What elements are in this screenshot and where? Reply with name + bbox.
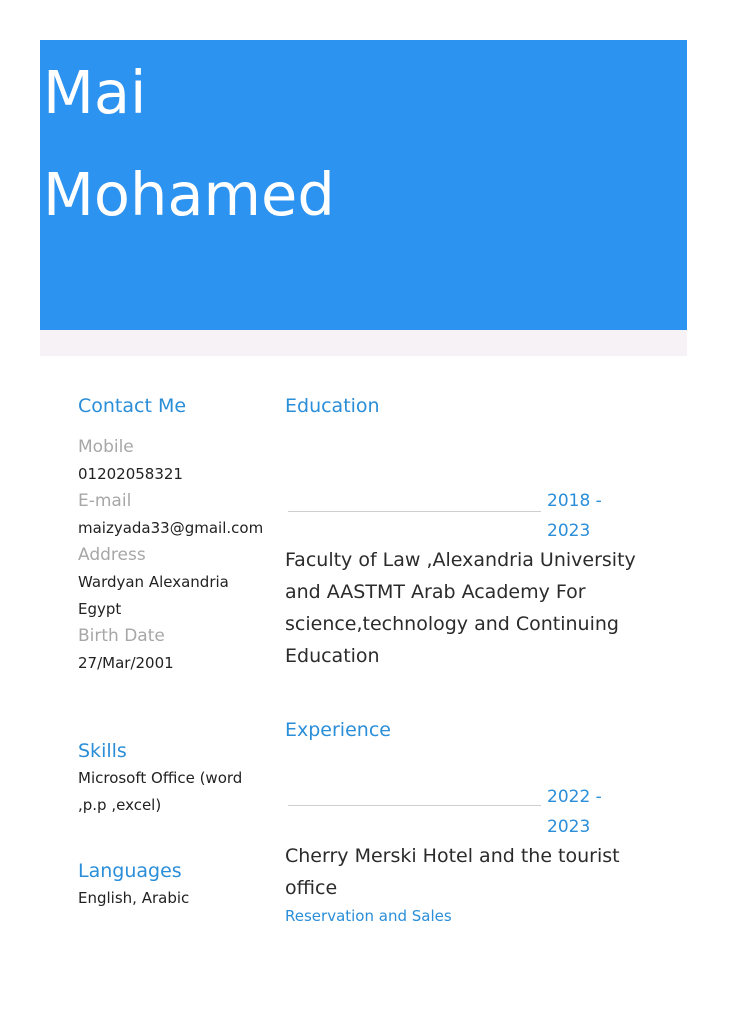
education-section: [285, 392, 645, 672]
experience-heading: Experience: [285, 719, 391, 741]
birth-date-value: 27/Mar/2001: [78, 654, 174, 672]
birth-date-label: Birth Date: [78, 626, 165, 646]
contact-heading: Contact Me: [78, 395, 187, 417]
education-dates: 2018 - 2023: [547, 491, 602, 541]
languages-value: English, Arabic: [78, 889, 190, 907]
left-column: [78, 392, 273, 912]
languages-section: [78, 857, 273, 912]
skills-heading: Skills: [78, 740, 127, 762]
experience-rule: [288, 805, 541, 806]
languages-heading: Languages: [78, 860, 182, 882]
mobile-label: Mobile: [78, 437, 134, 457]
right-column: [285, 392, 645, 928]
experience-role: Reservation and Sales: [285, 907, 452, 925]
education-title: Faculty of Law ,Alexandria University and AASTMT Arab Academy For science,technology and Continuing Education: [285, 549, 636, 667]
email-value: maizyada33@gmail.com: [78, 519, 264, 537]
experience-dates: 2022 - 2023: [547, 787, 602, 837]
address-label: Address: [78, 545, 146, 565]
first-name: Mai: [43, 58, 147, 127]
experience-date-row: [285, 758, 645, 837]
last-name: Mohamed: [43, 160, 335, 229]
skills-section: [78, 737, 273, 819]
full-name: [43, 42, 335, 246]
mobile-value: 01202058321: [78, 465, 183, 483]
email-label: E-mail: [78, 491, 132, 511]
experience-section: [285, 716, 645, 928]
experience-title: Cherry Merski Hotel and the tourist office: [285, 845, 620, 899]
education-rule: [288, 511, 541, 512]
skills-value: Microsoft Office (word ,p.p ,excel): [78, 769, 243, 814]
education-heading: Education: [285, 395, 380, 417]
header-band: [40, 330, 687, 356]
contact-section: [78, 392, 273, 677]
address-value: Wardyan Alexandria Egypt: [78, 573, 229, 618]
education-date-row: [285, 434, 645, 541]
